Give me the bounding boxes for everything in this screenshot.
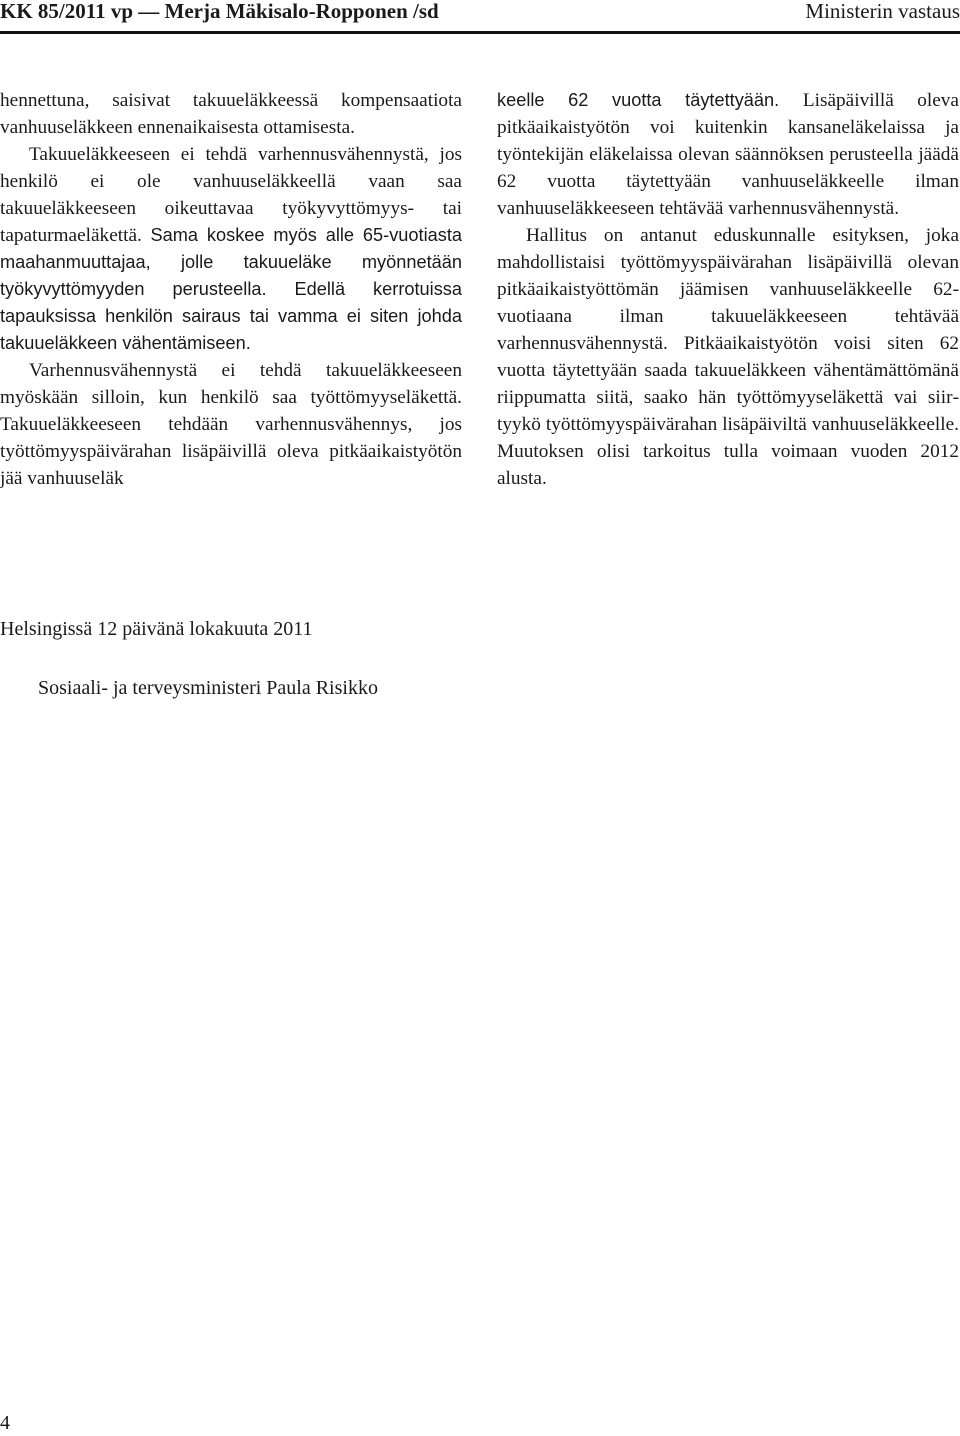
page-number: 4: [0, 1412, 10, 1434]
paragraph-text: Varhennusvähennystä ei tehdä takuueläkkeeseen myöskään silloin, kun henkilö saa työttömyyseläkettä.: [0, 360, 462, 408]
document-reference: KK 85/2011 vp — Merja Mäkisalo-Ropponen /sd: [0, 0, 439, 23]
paragraph: [0, 357, 462, 492]
paragraph-text: Lisäpäivillä oleva pitkäaikaistyötön voi kuitenkin kansaneläkelaissa ja työntekijän eläkelaissa olevan säännöksen perusteella jäädä 62 vuotta täytettyään vanhuuseläkkeelle ilman vanhuuseläkkeeseen tehtävää varhennusvähennystä.: [497, 90, 959, 219]
paragraph-text-sans: Sama koskee myös alle 65-vuotiasta maahanmuuttajaa, jolle takuueläke myönnetään työkyvyttömyyden perusteella. Edellä kerrotuissa tapauksissa henkilön sairaus tai vamma ei siten johda takuueläkkeen vähentämiseen.: [0, 225, 462, 353]
paragraph-text: Takuueläkkeeseen ei tehdä varhennusvähennystä, jos henkilö ei ole vanhuuseläkkeellä vaan saa takuueläkkeeseen oikeuttavaa työkyvyttömyys- tai tapaturmaeläkettä.: [0, 144, 462, 246]
left-column: [0, 87, 462, 492]
page-header: [0, 0, 960, 22]
paragraph-text: Takuueläkkeeseen tehdään varhennusvähennys, jos työttömyyspäivärahan lisäpäivillä oleva pitkäaikaistyötön jää vanhuuseläk: [0, 414, 462, 489]
paragraph-text-sans: keelle 62 vuotta täytettyään.: [497, 90, 803, 110]
paragraph: Hallitus on antanut eduskunnalle esityksen, joka mahdollistaisi työttömyyspäivärahan lisäpäivillä olevan pitkäaikaistyöttömän jäämisen vanhuuseläkkeelle 62-vuotiaana ilman takuueläkkeeseen tehtävää varhennusvähennystä. Pitkäaikaistyötön voisi siten 62 vuotta täytettyään saada takuueläkkeen vähentämättömänä riippumatta siitä, saako hän työttömyyseläkettä vai siirtyykö työttömyyspäivärahan lisäpäiviltä vanhuuseläkkeelle. Muutoksen olisi tarkoitus tulla voimaan vuoden 2012 alusta.: [497, 225, 959, 489]
paragraph-continued: hennettuna, saisivat takuueläkkeessä kompensaatiota vanhuuseläkkeen ennenaikaisesta ottamisesta.: [0, 90, 462, 138]
header-rule: [0, 31, 960, 34]
paragraph-continued: [497, 87, 959, 222]
right-column: [497, 87, 959, 492]
section-title: Ministerin vastaus: [805, 0, 960, 23]
signatory: Sosiaali- ja terveysministeri Paula Risikko: [38, 677, 378, 699]
place-and-date: Helsingissä 12 päivänä lokakuuta 2011: [0, 618, 313, 640]
paragraph: [0, 141, 462, 357]
